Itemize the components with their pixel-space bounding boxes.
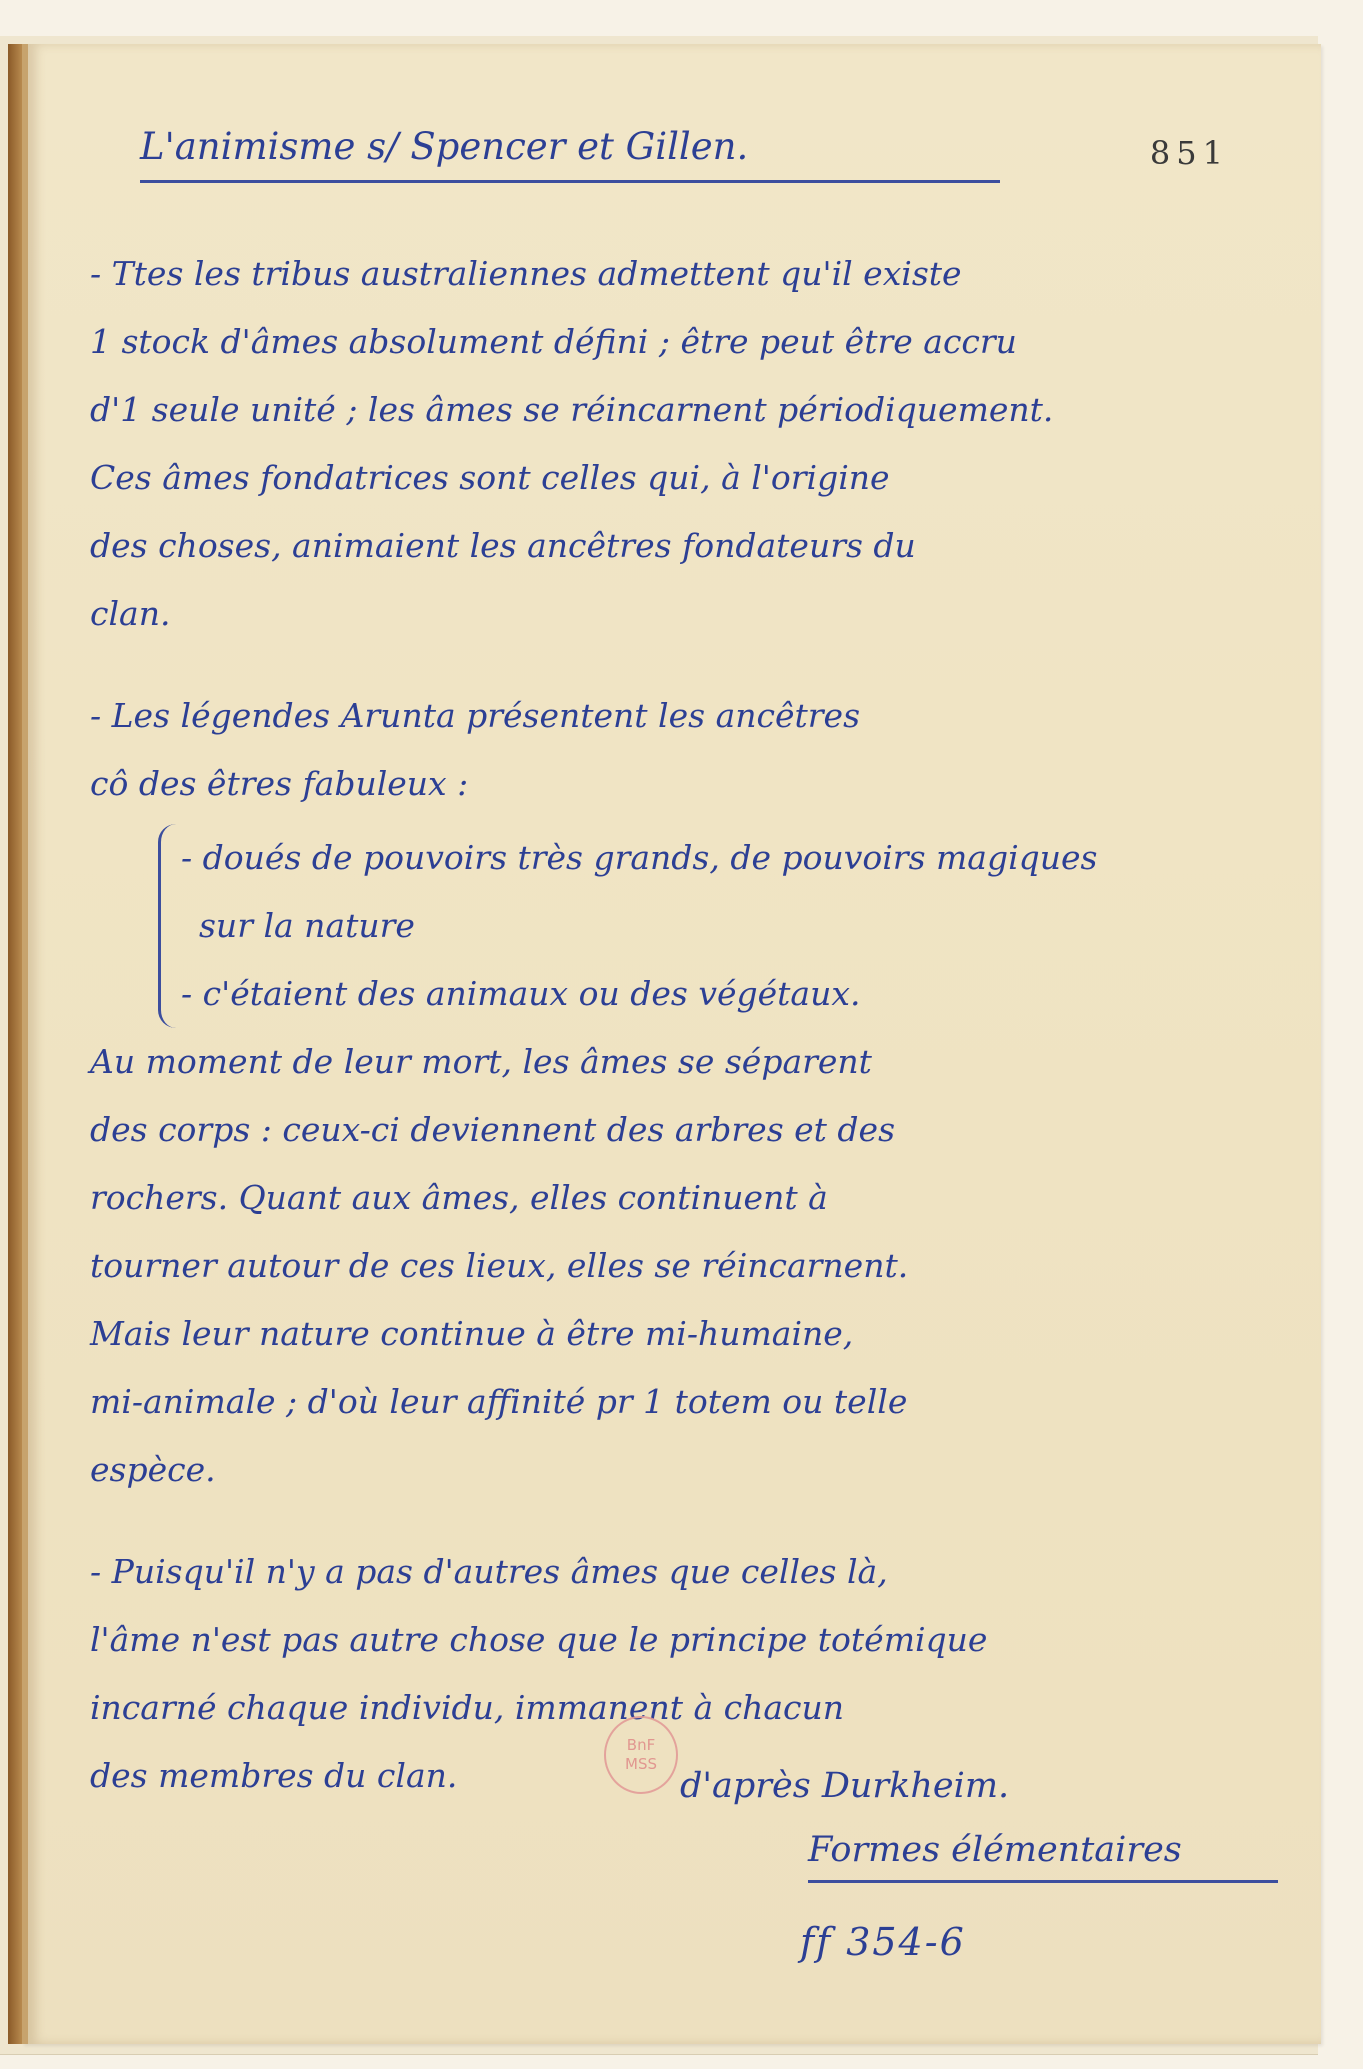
text-line: des membres du clan. bbox=[90, 1756, 458, 1795]
text-line: d'1 seule unité ; les âmes se réincarnent périodiquement. bbox=[90, 390, 1054, 429]
notebook-spine bbox=[8, 44, 22, 2044]
text-line: - Les légendes Arunta présentent les ancêtres bbox=[90, 696, 861, 735]
brace-list-item: - doués de pouvoirs très grands, de pouvoirs magiques bbox=[181, 838, 1098, 877]
bnf-library-stamp bbox=[604, 1716, 678, 1794]
text-line: - Ttes les tribus australiennes admettent qu'il existe bbox=[90, 254, 962, 293]
text-line: l'âme n'est pas autre chose que le principe totémique bbox=[90, 1620, 988, 1659]
brace-list-item: sur la nature bbox=[199, 906, 415, 945]
text-line: des choses, animaient les ancêtres fondateurs du bbox=[90, 526, 916, 565]
brace-list-item: - c'étaient des animaux ou des végétaux. bbox=[181, 974, 861, 1013]
folio-number: 851 bbox=[1149, 134, 1229, 172]
text-line: incarné chaque individu, immanent à chacun bbox=[90, 1688, 845, 1727]
stamp-text: BnF bbox=[626, 1736, 656, 1754]
brace-list bbox=[158, 824, 1320, 1028]
catalog-mark: ff 354-6 bbox=[800, 1920, 966, 1964]
paragraph-2 bbox=[90, 682, 1320, 1504]
page-title: L'animisme s/ Spencer et Gillen. bbox=[140, 120, 1000, 183]
attribution-text: d'après Durkheim. bbox=[680, 1766, 1010, 1806]
text-line: Au moment de leur mort, les âmes se séparent bbox=[90, 1042, 872, 1081]
stamp-text: MSS bbox=[625, 1755, 657, 1773]
text-line: rochers. Quant aux âmes, elles continuent à bbox=[90, 1178, 828, 1217]
source-work-title: Formes élémentaires bbox=[808, 1830, 1278, 1883]
manuscript-body bbox=[90, 240, 1320, 1844]
text-line: espèce. bbox=[90, 1450, 216, 1489]
text-line: Ces âmes fondatrices sont celles qui, à l'origine bbox=[90, 458, 890, 497]
text-line: clan. bbox=[90, 594, 171, 633]
text-line: 1 stock d'âmes absolument défini ; être peut être accru bbox=[90, 322, 1017, 361]
paragraph-1 bbox=[90, 240, 1320, 648]
text-line: mi-animale ; d'où leur affinité pr 1 totem ou telle bbox=[90, 1382, 908, 1421]
text-line: tourner autour de ces lieux, elles se réincarnent. bbox=[90, 1246, 909, 1285]
text-line: cô des êtres fabuleux : bbox=[90, 764, 469, 803]
text-line: - Puisqu'il n'y a pas d'autres âmes que celles là, bbox=[90, 1552, 888, 1591]
text-line: Mais leur nature continue à être mi-humaine, bbox=[90, 1314, 854, 1353]
text-line: des corps : ceux-ci deviennent des arbres et des bbox=[90, 1110, 896, 1149]
